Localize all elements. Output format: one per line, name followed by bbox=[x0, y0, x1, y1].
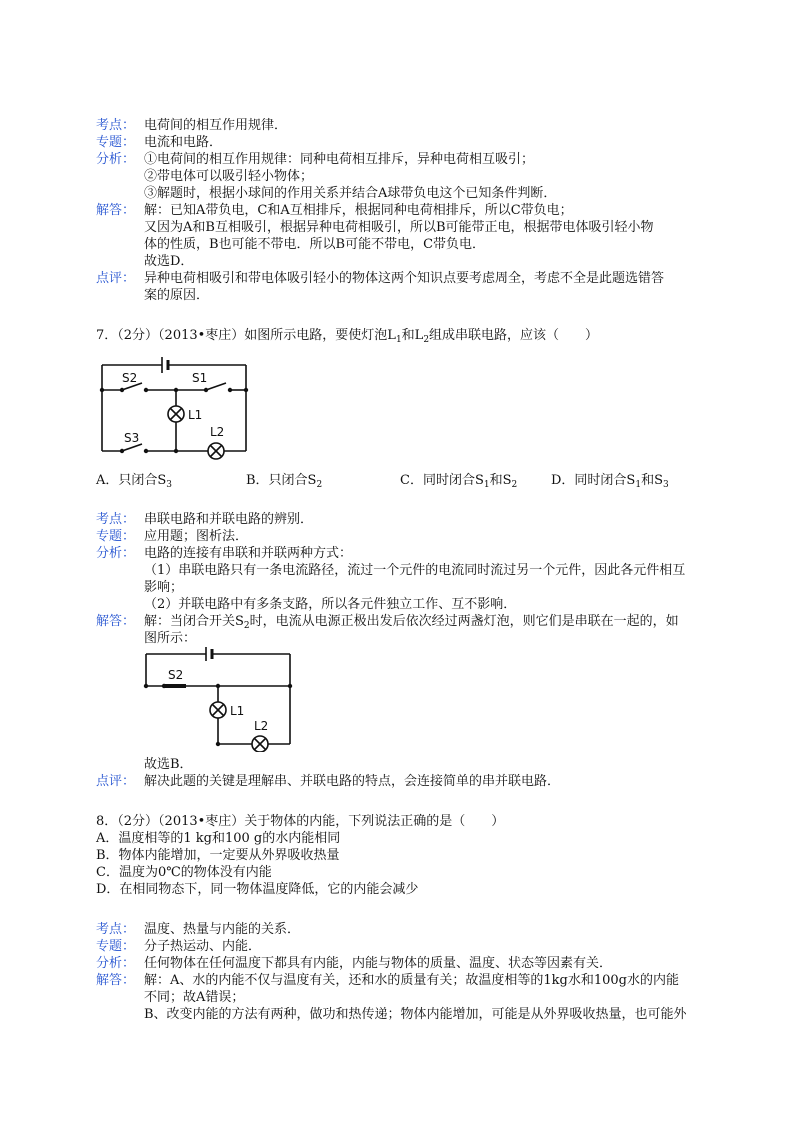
q6-fenxi-line: ③解题时，根据小球间的作用关系并结合A球带负电这个已知条件判断． bbox=[144, 186, 557, 201]
l1-label: L1 bbox=[230, 704, 245, 718]
q6-dianping-line: 案的原因． bbox=[144, 288, 210, 303]
label-fenxi: 分析： bbox=[96, 152, 136, 167]
label-kaodian: 考点： bbox=[96, 118, 136, 133]
label-dianping: 点评： bbox=[96, 271, 136, 286]
q6-kaodian: 电荷间的相互作用规律． bbox=[144, 118, 288, 133]
q7-option-c: C．同时闭合$S_1$和$S_2$ bbox=[400, 473, 518, 490]
q8-kaodian: 温度、热量与内能的关系． bbox=[144, 922, 301, 937]
label-dianping: 点评： bbox=[96, 774, 136, 789]
l2-label: L2 bbox=[254, 719, 269, 733]
s2-label: S2 bbox=[122, 371, 138, 385]
q7-jieda-line: 解：当闭合开关$S_2$时，电流从电源正极出发后依次经过两盏灯泡，则它们是串联在一起的，如 bbox=[144, 614, 679, 631]
q6-jieda-line: 故选D． bbox=[144, 254, 194, 269]
q6-dianping-line: 异种电荷相吸引和带电体吸引轻小的物体这两个知识点要考虑周全，考虑不全是此题选错答 bbox=[144, 271, 665, 286]
q7-answer: 故选B． bbox=[144, 757, 193, 772]
q6-jieda-line: 解：已知A带负电，C和A互相排斥，根据同种电荷相排斥，所以C带负电； bbox=[144, 203, 573, 218]
s1-label: S1 bbox=[192, 371, 208, 385]
q7-zhuanti: 应用题；图析法． bbox=[144, 529, 249, 544]
q8-zhuanti: 分子热运动、内能． bbox=[144, 939, 262, 954]
q7-jieda-line: 图所示： bbox=[144, 631, 197, 646]
q8-jieda-line: 不同；故A错误； bbox=[144, 990, 245, 1005]
label-kaodian: 考点： bbox=[96, 922, 136, 937]
q8-option-c: C．温度为0℃的物体没有内能 bbox=[96, 865, 272, 880]
q6-fenxi-line: ②带电体可以吸引轻小物体； bbox=[144, 169, 314, 184]
q7-option-d: D．同时闭合$S_1$和$S_3$ bbox=[551, 473, 669, 490]
q7-circuit-diagram bbox=[96, 350, 256, 466]
label-jieda: 解答： bbox=[96, 203, 136, 218]
q7-answer-circuit-diagram bbox=[140, 646, 296, 752]
q8-jieda-line: 解：A、水的内能不仅与温度有关，还和水的质量有关；故温度相等的1kg水和100g水的内能 bbox=[144, 973, 679, 988]
label-fenxi: 分析： bbox=[96, 546, 136, 561]
q7-fenxi-line: 影响； bbox=[144, 580, 184, 595]
label-jieda: 解答： bbox=[96, 614, 136, 629]
q6-zhuanti: 电流和电路． bbox=[144, 135, 223, 150]
q7-dianping: 解决此题的关键是理解串、并联电路的特点，会连接简单的串并联电路． bbox=[144, 774, 561, 789]
q7-fenxi-line: （1）串联电路只有一条电流路径，流过一个元件的电流同时流过另一个元件，因此各元件相互 bbox=[144, 563, 686, 578]
q7-kaodian: 串联电路和并联电路的辨别． bbox=[144, 512, 314, 527]
q8-jieda-line: B、改变内能的方法有两种，做功和热传递；物体内能增加，可能是从外界吸收热量，也可能外 bbox=[144, 1007, 687, 1022]
label-zhuanti: 专题： bbox=[96, 135, 136, 150]
q6-fenxi-line: ①电荷间的相互作用规律：同种电荷相互排斥，异种电荷相互吸引； bbox=[144, 152, 535, 167]
q7-fenxi-line: （2）并联电路中有多条支路，所以各元件独立工作、互不影响． bbox=[144, 597, 517, 612]
s2-label: S2 bbox=[168, 668, 184, 682]
q8-fenxi: 任何物体在任何温度下都具有内能，内能与物体的质量、温度、状态等因素有关． bbox=[144, 956, 613, 971]
q8-option-a: A．温度相等的1 kg和100 g的水内能相同 bbox=[96, 831, 341, 846]
s3-label: S3 bbox=[124, 431, 140, 445]
label-jieda: 解答： bbox=[96, 973, 136, 988]
q8-option-b: B．物体内能增加，一定要从外界吸收热量 bbox=[96, 848, 340, 863]
q7-option-b: B．只闭合$S_2$ bbox=[246, 473, 323, 490]
l1-label: L1 bbox=[188, 408, 203, 422]
label-zhuanti: 专题： bbox=[96, 529, 136, 544]
q6-jieda-line: 又因为A和B互相吸引，根据异种电荷相吸引，所以B可能带正电，根据带电体吸引轻小物 bbox=[144, 220, 654, 235]
label-kaodian: 考点： bbox=[96, 512, 136, 527]
q8-option-d: D．在相同物态下，同一物体温度降低，它的内能会减少 bbox=[96, 882, 419, 897]
q8-stem: 8．（2分）（2013•枣庄）关于物体的内能，下列说法正确的是（ ） bbox=[96, 814, 505, 829]
q6-jieda-line: 体的性质，B也可能不带电．所以B可能不带电，C带负电． bbox=[144, 237, 486, 252]
l2-label: L2 bbox=[210, 425, 225, 439]
label-fenxi: 分析： bbox=[96, 956, 136, 971]
q7-fenxi-line: 电路的连接有串联和并联两种方式： bbox=[144, 546, 353, 561]
label-zhuanti: 专题： bbox=[96, 939, 136, 954]
q7-option-a: A．只闭合$S_3$ bbox=[96, 473, 173, 490]
q7-stem: 7．（2分）（2013•枣庄）如图所示电路，要使灯泡$L_1$和$L_2$组成串联电路，应该（ ） bbox=[96, 328, 599, 345]
